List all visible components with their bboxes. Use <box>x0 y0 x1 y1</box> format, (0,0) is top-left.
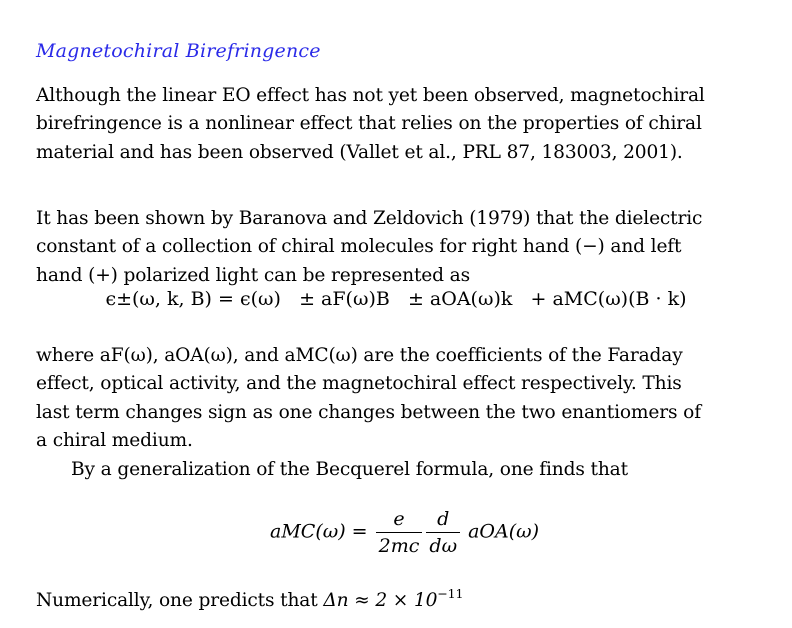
fraction-denominator: dω <box>429 535 458 557</box>
paragraph-line: It has been shown by Baranova and Zeldovich (1979) that the dielectric <box>36 208 703 229</box>
fraction-numerator: e <box>376 508 423 533</box>
becquerel-equation <box>270 508 539 557</box>
equation-optical-activity-term: ± aOA(ω)k <box>407 288 513 310</box>
fraction-numerator: d <box>426 508 460 533</box>
paragraph-line: a chiral medium. <box>36 429 193 451</box>
equation-magnetochiral-term: + aMC(ω)(B · k) <box>530 288 687 310</box>
fraction-derivative <box>426 508 460 557</box>
dielectric-equation <box>0 288 792 310</box>
numerical-prediction <box>36 580 756 615</box>
paragraph-line: where aF(ω), aOA(ω), and aMC(ω) are the coefficients of the Faraday <box>36 345 683 366</box>
paragraph-line: last term changes sign as one changes between the two enantiomers of <box>36 401 701 423</box>
equation-faraday-term: ± aF(ω)B <box>299 288 390 310</box>
paragraph-line: constant of a collection of chiral molecules for right hand (−) and left <box>36 236 682 258</box>
prediction-exponent: −11 <box>437 586 464 601</box>
paragraph-line: Although the linear EO effect has not yet been observed, magnetochiral <box>36 85 705 106</box>
paragraph-line: effect, optical activity, and the magnetochiral effect respectively. This <box>36 373 682 395</box>
fraction-charge <box>376 508 423 557</box>
becquerel-paragraph <box>71 456 761 484</box>
paragraph-line: hand (+) polarized light can be represented as <box>36 264 471 286</box>
equation-rhs: aOA(ω) <box>468 520 540 543</box>
intro-paragraph <box>36 82 756 167</box>
fraction-denominator: 2mc <box>378 535 420 557</box>
prediction-text: Numerically, one predicts that <box>36 590 318 611</box>
equation-lhs: ϵ±(ω, k, B) = ϵ(ω) <box>105 288 281 310</box>
paragraph-line: birefringence is a nonlinear effect that relies on the properties of chiral <box>36 113 702 135</box>
paragraph-line: material and has been observed (Vallet et al., PRL 87, 183003, 2001). <box>36 141 683 163</box>
prediction-expression: Δn ≈ 2 × 10 <box>323 590 438 611</box>
dielectric-paragraph <box>36 205 756 290</box>
section-title: Magnetochiral Birefringence <box>36 40 321 62</box>
coefficients-paragraph <box>36 342 756 455</box>
paragraph-line: By a generalization of the Becquerel formula, one finds that <box>71 459 628 480</box>
equation-lhs: aMC(ω) = <box>270 520 368 543</box>
